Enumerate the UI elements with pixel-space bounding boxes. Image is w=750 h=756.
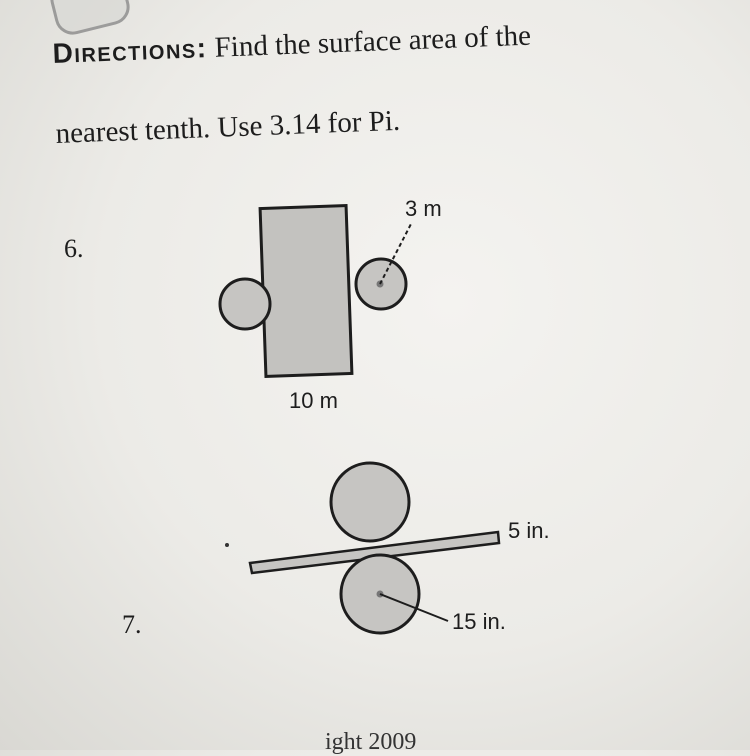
problem-7-number: 7. [122, 610, 142, 639]
footer-copyright: ight 2009 [325, 729, 417, 755]
problem-7-height-label: 5 in. [508, 518, 550, 543]
problem-6-number: 6. [64, 234, 84, 263]
problem-6-net [220, 206, 412, 377]
directions-text: Find the surface area of the [214, 19, 532, 64]
problem-6-length-label: 10 m [289, 388, 338, 413]
left-base-circle [220, 279, 270, 329]
problem-6-radius-label: 3 m [405, 196, 442, 221]
directions-label: Directions: [52, 32, 209, 69]
problem-7-radius-label: 15 in. [452, 609, 506, 634]
top-base-circle [331, 463, 409, 541]
stray-dot [225, 543, 229, 547]
directions-text-2: nearest tenth. Use 3.14 for Pi. [55, 104, 401, 150]
net-rectangle [260, 206, 352, 377]
problem-7-net [225, 463, 499, 633]
